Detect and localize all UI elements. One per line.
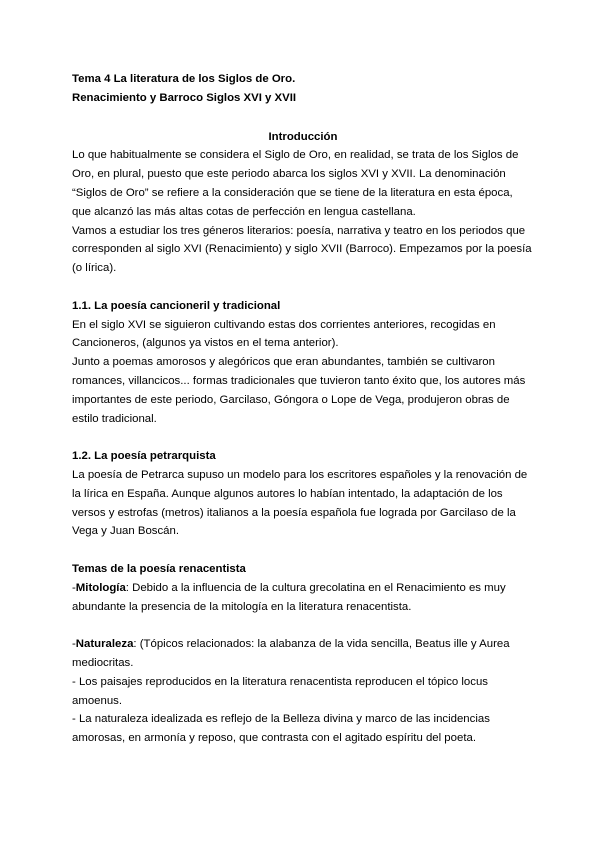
section-3-heading: Temas de la poesía renacentista — [72, 562, 246, 575]
naturaleza-term: Naturaleza — [75, 638, 134, 651]
paragraph-gap — [72, 616, 534, 635]
mitologia-text: : Debido a la influencia de la cultura grecolatina en el Renacimiento es muy abundante la presencia de la mitología en la literatura renacentista. — [72, 581, 506, 613]
section-2-heading: 1.2. La poesía petrarquista — [72, 450, 216, 463]
intro-paragraph-1: Lo que habitualmente se considera el Siglo de Oro, en realidad, se trata de los Siglos de Oro, en plural, puesto que este periodo abarca los siglos XVI y XVII. La denominación “Siglos de Oro” se refiere a la consideración que se tiene de la literatura en esta época, que alcanzó las más altas cotas de perfección en lengua castellana. — [72, 149, 519, 218]
naturaleza-bullet-2: - La naturaleza idealizada es reflejo de la Belleza divina y marco de las incidencias amorosas, en armonía y reposo, que contrasta con el agitado espíritu del poeta. — [72, 713, 490, 745]
mitologia-term: Mitología — [75, 581, 126, 594]
title-line-1: Tema 4 La literatura de los Siglos de Oro. — [72, 73, 296, 85]
title-line-2: Renacimiento y Barroco Siglos XVI y XVII — [72, 91, 297, 104]
section-1-paragraph-1: En el siglo XVI se siguieron cultivando estas dos corrientes anteriores, recogidas en Cancioneros, (algunos ya vistos en el tema anterior). — [72, 318, 496, 350]
naturaleza-text: : (Tópicos relacionados: la alabanza de la vida sencilla, Beatus ille y Aurea mediocritas. — [72, 638, 510, 669]
naturaleza-bullet-1: - Los paisajes reproducidos en la literatura renacentista reproducen el tópico locus amoenus. — [72, 675, 488, 707]
mitologia-prefix: - — [72, 581, 76, 594]
title-block — [72, 70, 534, 108]
mitologia-paragraph — [72, 579, 534, 617]
section-1-heading: 1.1. La poesía cancioneril y tradicional — [72, 299, 281, 312]
naturaleza-prefix: - — [72, 638, 76, 651]
section-2-paragraph-1: La poesía de Petrarca supuso un modelo para los escritores españoles y la renovación de la lírica en España. Aunque algunos autores lo habían intentado, la adaptación de los versos y estrofas (metros) italianos a la poesía española fue lograda por Garcilaso de la Vega y Juan Boscán. — [72, 468, 528, 538]
section-1-paragraph-2: Junto a poemas amorosos y alegóricos que eran abundantes, también se cultivaron romances, villancicos... formas tradicionales que tuvieron tanto éxito que, los autores más importantes de este periodo, Garcilaso, Góngora o Lope de Vega, produjeron obras de estilo tradicional. — [72, 356, 526, 425]
intro-paragraph-2: Vamos a estudiar los tres géneros literarios: poesía, narrativa y teatro en los periodos que corresponden al siglo XVI (Renacimiento) y siglo XVII (Barroco). Empezamos por la poesía (o lírica). — [72, 224, 532, 275]
intro-heading: Introducción — [268, 130, 338, 143]
naturaleza-paragraph — [72, 635, 534, 673]
